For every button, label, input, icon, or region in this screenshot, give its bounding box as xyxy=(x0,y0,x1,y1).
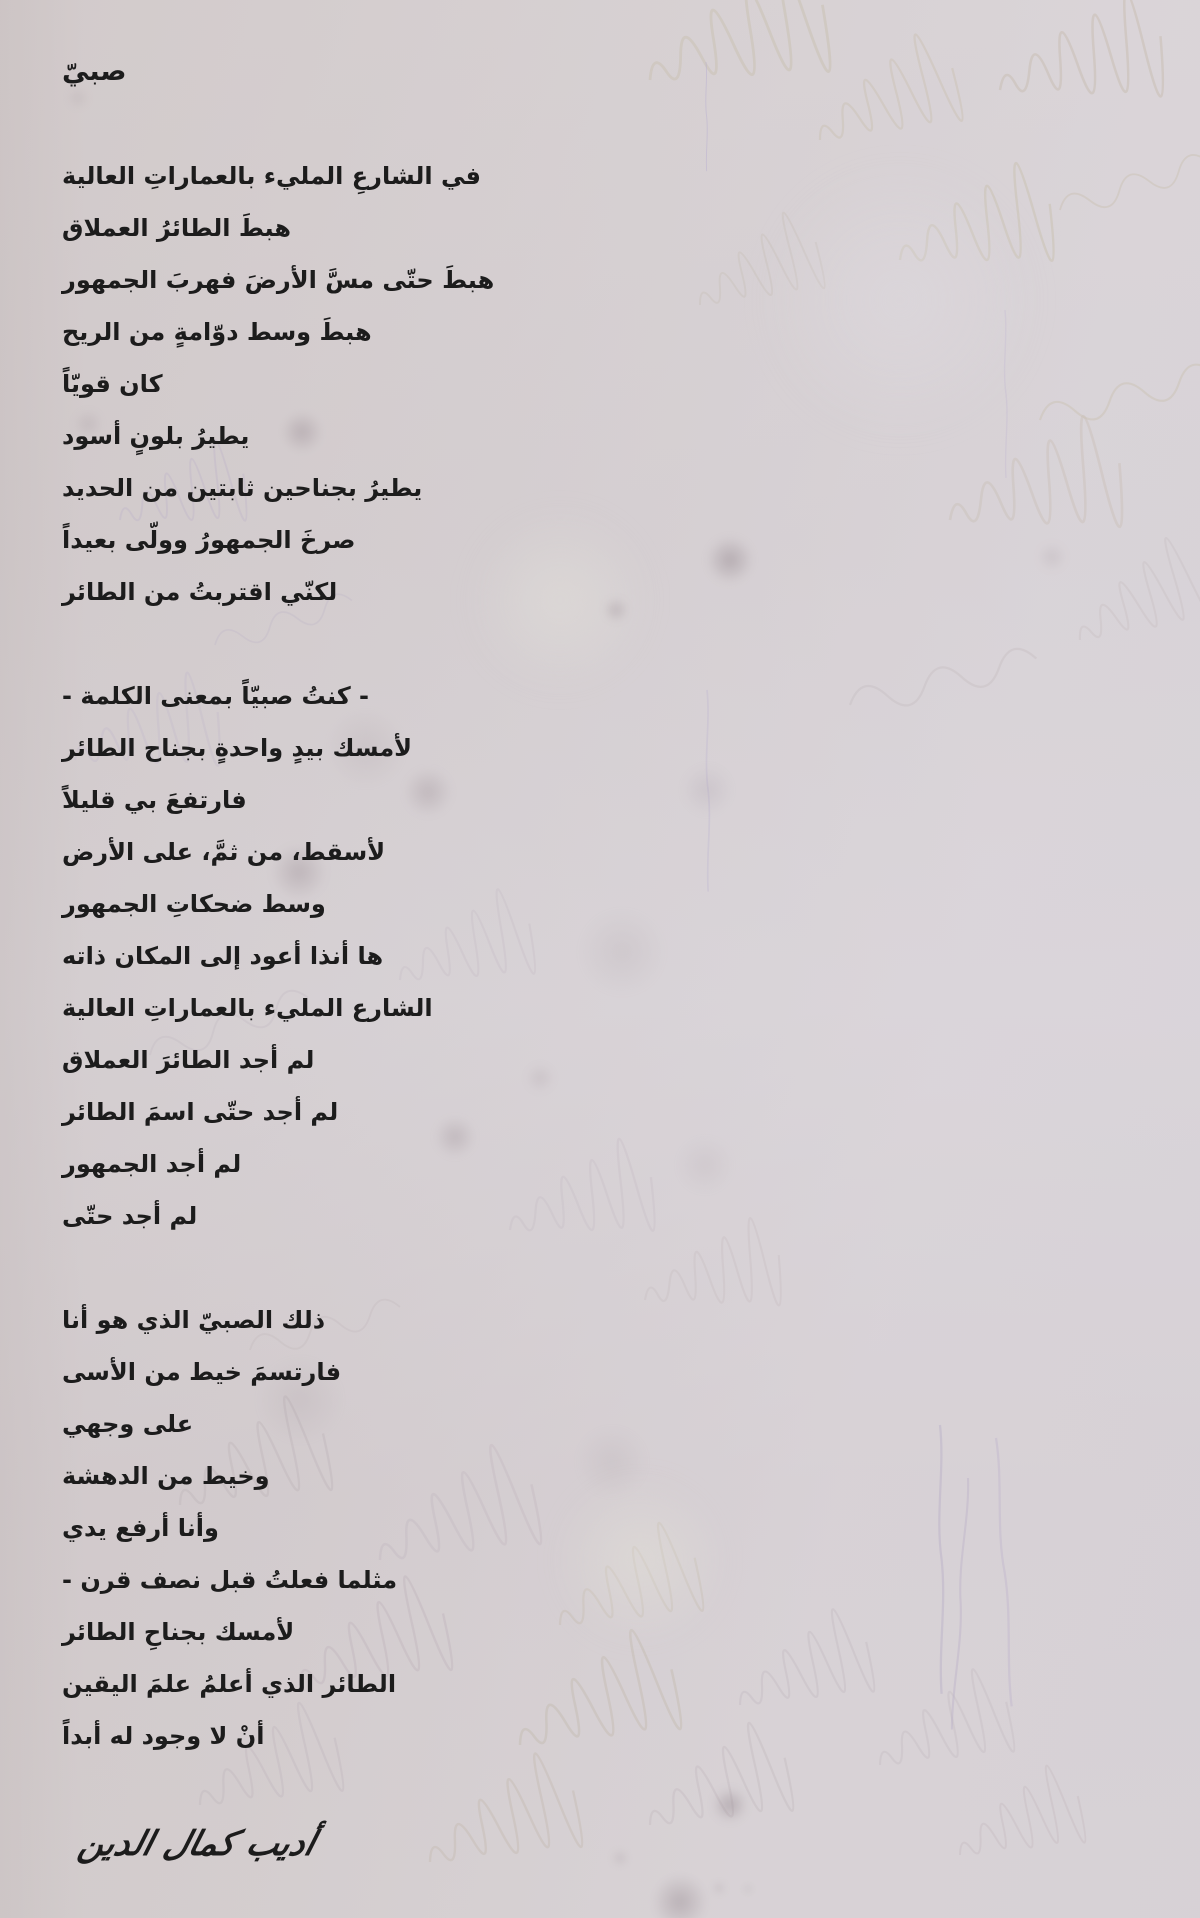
poem-line: لأسقط، من ثمَّ، على الأرض xyxy=(62,838,386,866)
stanza-2 xyxy=(62,670,682,1242)
poem-line: لم أجد الجمهور xyxy=(62,1150,242,1178)
poem-line: وخيط من الدهشة xyxy=(62,1462,270,1490)
poem-line: الشارع المليء بالعماراتِ العالية xyxy=(62,994,433,1022)
ink-stain xyxy=(1032,537,1072,577)
ink-stain xyxy=(743,1884,753,1894)
poem-line: على وجهي xyxy=(62,1410,194,1438)
poem-line: أنْ لا وجود له أبداً xyxy=(62,1722,265,1750)
poem-line: كان قويّاً xyxy=(62,370,163,398)
paper-light-patch xyxy=(700,100,1100,500)
poem-line: هبطَ حتّى مسَّ الأرضَ فهربَ الجمهور xyxy=(62,266,495,294)
poem-line: وأنا أرفع يدي xyxy=(62,1514,219,1542)
ink-stain xyxy=(707,1782,753,1828)
author-signature xyxy=(62,1814,682,1874)
poem-line: - كنتُ صبيّاً بمعنى الكلمة - xyxy=(62,682,370,710)
stanza-3 xyxy=(62,1294,682,1762)
poem-line: لم أجد حتّى اسمَ الطائر xyxy=(62,1098,339,1126)
poem-line: وسط ضحكاتِ الجمهور xyxy=(62,890,326,918)
poem xyxy=(62,46,682,1874)
poem-line: في الشارعِ المليء بالعماراتِ العالية xyxy=(62,162,481,190)
poem-line: هبطَ وسط دوّامةٍ من الريح xyxy=(62,318,372,346)
poem-line: فارتفعَ بي قليلاً xyxy=(62,786,247,814)
ink-stain xyxy=(713,1882,725,1894)
poem-line: ها أنذا أعود إلى المكان ذاته xyxy=(62,942,384,970)
poem-line: فارتسمَ خيط من الأسى xyxy=(62,1358,342,1386)
poem-line: لم أجد الطائرَ العملاق xyxy=(62,1046,315,1074)
poem-line: لأمسك بيدٍ واحدةٍ بجناح الطائر xyxy=(62,734,413,762)
poem-line: مثلما فعلتُ قبل نصف قرن - xyxy=(62,1566,398,1594)
stanza-1 xyxy=(62,150,682,618)
poem-line: يطيرُ بلونٍ أسود xyxy=(62,422,250,450)
poem-line: هبطَ الطائرُ العملاق xyxy=(62,214,291,242)
poem-line: لكنّي اقتربتُ من الطائر xyxy=(62,578,338,606)
ink-stain xyxy=(672,755,742,825)
poem-line: يطيرُ بجناحين ثابتين من الحديد xyxy=(62,474,423,502)
ink-stain xyxy=(699,529,761,591)
poem-title: صبيّ xyxy=(62,56,127,87)
poem-line: لأمسك بجناحِ الطائر xyxy=(62,1618,295,1646)
poem-line: الطائر الذي أعلمُ علمَ اليقين xyxy=(62,1670,397,1698)
poem-line: صرخَ الجمهورُ وولّى بعيداً xyxy=(62,526,356,554)
author-signature-text: أديب كمال الدين xyxy=(74,1824,320,1864)
poem-line: ذلك الصبيّ الذي هو أنا xyxy=(62,1306,326,1334)
poem-line: لم أجد حتّى xyxy=(62,1202,198,1230)
